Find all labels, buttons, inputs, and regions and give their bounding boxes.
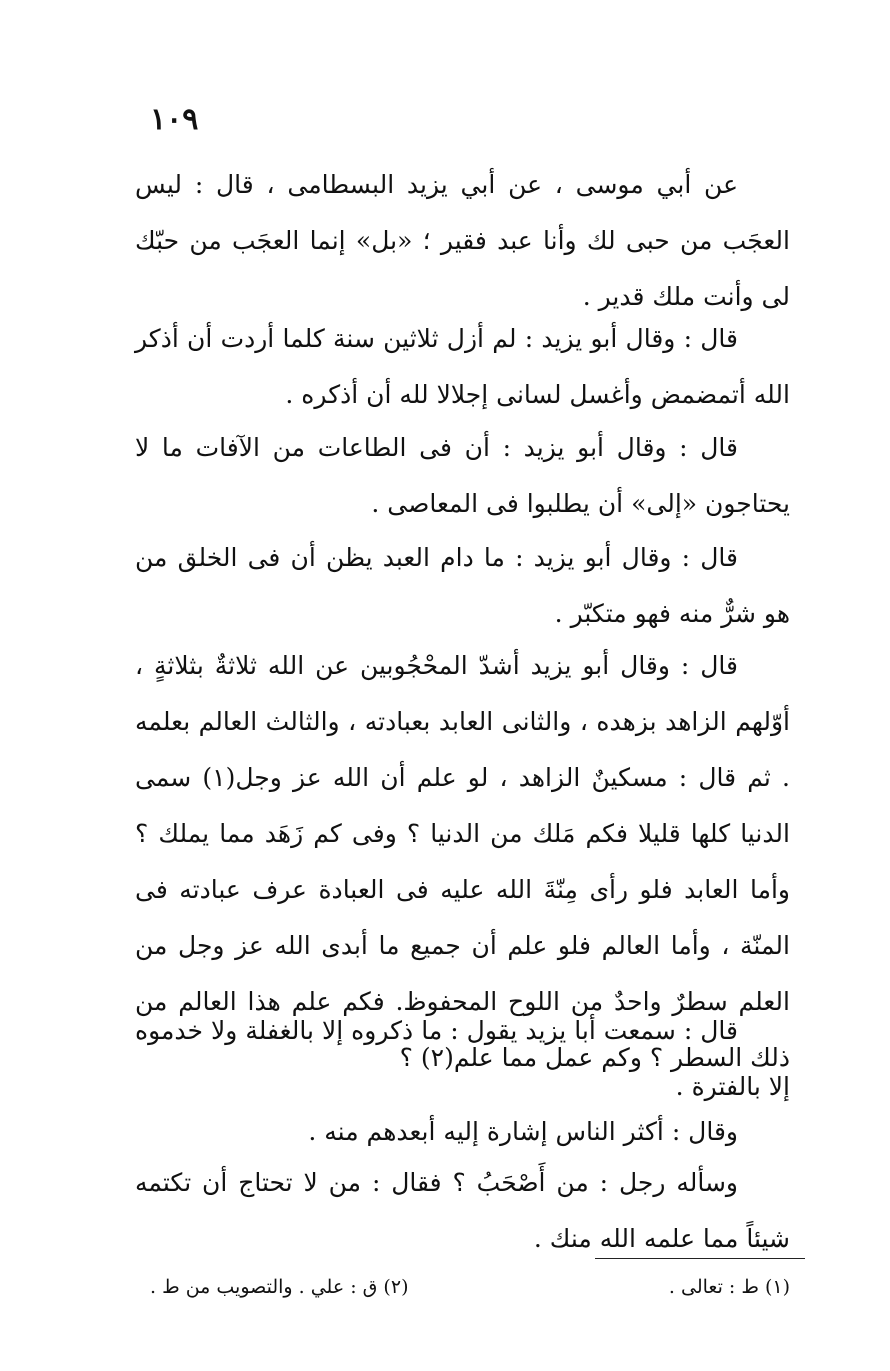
paragraph-7 [135,1104,790,1160]
footnote-2: (٢) ق : علي . والتصويب من ط . [150,1276,409,1298]
paragraph-text: وسأله رجل : من أَصْحَبُ ؟ فقال : من لا تحتاج أن تكتمه شيئاً مما علمه الله منك . [135,1168,790,1253]
paragraph-6 [135,1003,790,1115]
paragraph-2 [135,311,790,423]
paragraph-text: قال : وقال أبو يزيد : ما دام العبد يظن أن فى الخلق من هو شرٌّ منه فهو متكبّر . [135,543,790,628]
footnotes [150,1276,790,1298]
paragraph-text: عن أبي موسى ، عن أبي يزيد البسطامى ، قال : ليس العجَب من حبى لك وأنا عبد فقير ؛ «بل» إنما العجَب من حبّك لى وأنت ملك قدير . [135,170,790,311]
paragraph-4 [135,530,790,642]
paragraph-8 [135,1155,790,1267]
paragraph-text: وقال : أكثر الناس إشارة إليه أبعدهم منه . [308,1117,738,1146]
paragraph-text: قال : وقال أبو يزيد : لم أزل ثلاثين سنة كلما أردت أن أذكر الله أتمضمض وأغسل لسانى إجلالا لله أن أذكره . [135,324,790,409]
page-number: ١٠٩ [150,102,199,137]
footnote-divider [595,1258,805,1259]
paragraph-text: قال : وقال أبو يزيد أشدّ المحْجُوبين عن الله ثلاثةٌ بثلاثةٍ ، أوّلهم الزاهد بزهده ، والثانى العابد بعبادته ، والثالث العالم بعلمه . ثم قال : مسكينٌ الزاهد ، لو علم أن الله عز وجل(١) سمى الدنيا كلها قليلا فكم مَلك من الدنيا ؟ وفى كم زَهَد مما يملك ؟ وأما العابد فلو رأى مِنّةَ الله عليه فى العبادة عرف عبادته فى المنّة ، وأما العالم فلو علم أن جميع ما أبدى الله عز وجل من العلم سطرٌ واحدٌ من اللوح المحفوظ. فكم علم هذا العالم من ذلك السطر ؟ وكم عمل مما علم(٢) ؟ [135,651,790,1072]
paragraph-text: قال : سمعت أبا يزيد يقول : ما ذكروه إلا بالغفلة ولا خدموه إلا بالفترة . [135,1016,790,1101]
paragraph-3 [135,420,790,532]
footnote-1: (١) ط : تعالى . [668,1276,790,1298]
paragraph-1 [135,157,790,325]
paragraph-text: قال : وقال أبو يزيد : أن فى الطاعات من الآفات ما لا يحتاجون «إلى» أن يطلبوا فى المعاصى . [135,433,790,518]
